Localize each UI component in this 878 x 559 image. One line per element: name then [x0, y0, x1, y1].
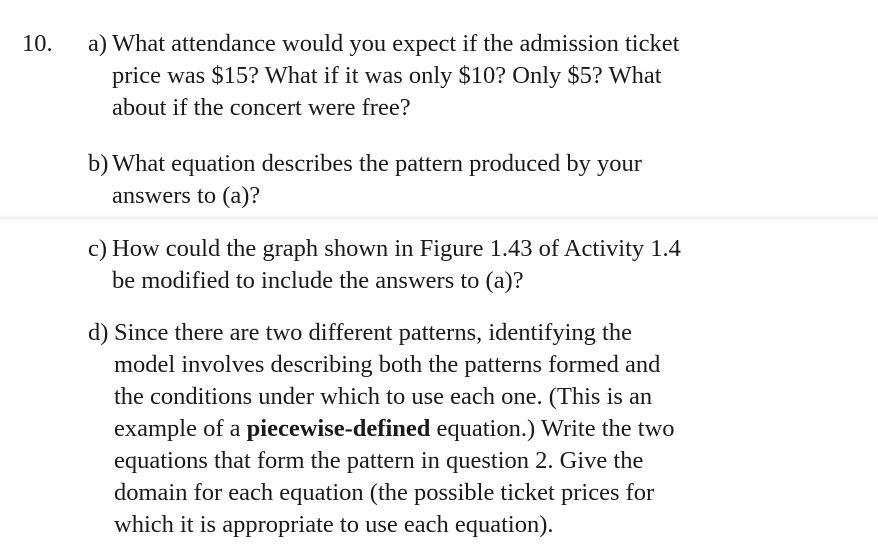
- part-d-line-6: domain for each equation (the possible ticket prices for: [114, 479, 655, 506]
- part-d-line-7: which it is appropriate to use each equation).: [114, 511, 554, 538]
- part-b-text: [112, 148, 792, 212]
- part-b-line-1: What equation describes the pattern produced by your: [112, 150, 642, 177]
- part-d-text: [114, 317, 794, 541]
- part-d-line-4-start: example of a: [114, 415, 247, 442]
- part-d-line-5: equations that form the pattern in question 2. Give the: [114, 447, 644, 474]
- part-a-text: [112, 28, 792, 124]
- piecewise-defined-term: piecewise-defined: [246, 415, 431, 442]
- part-d-line-1: Since there are two different patterns, identifying the: [114, 319, 632, 346]
- part-d-line-2: model involves describing both the patterns formed and: [114, 351, 661, 378]
- part-c-line-1: How could the graph shown in Figure 1.43 of Activity 1.4: [112, 235, 681, 262]
- part-c-text: [112, 233, 792, 297]
- part-c-line-2: be modified to include the answers to (a)?: [112, 267, 524, 294]
- part-c-label: c): [88, 235, 108, 262]
- question-number: 10.: [22, 30, 53, 57]
- scan-crease: [0, 214, 878, 222]
- part-d-line-3: the conditions under which to use each one. (This is an: [114, 383, 653, 410]
- part-a-line-1: What attendance would you expect if the admission ticket: [112, 30, 680, 57]
- part-b-label: b): [88, 150, 109, 177]
- part-a-line-2: price was $15? What if it was only $10? Only $5? What: [112, 62, 662, 89]
- part-a-line-3: about if the concert were free?: [112, 94, 411, 121]
- part-d-label: d): [88, 319, 109, 346]
- part-a-label: a): [88, 30, 108, 57]
- part-d-line-4-end: equation.) Write the two: [430, 415, 675, 442]
- part-d-line-4: [114, 413, 794, 445]
- part-b-line-2: answers to (a)?: [112, 182, 261, 209]
